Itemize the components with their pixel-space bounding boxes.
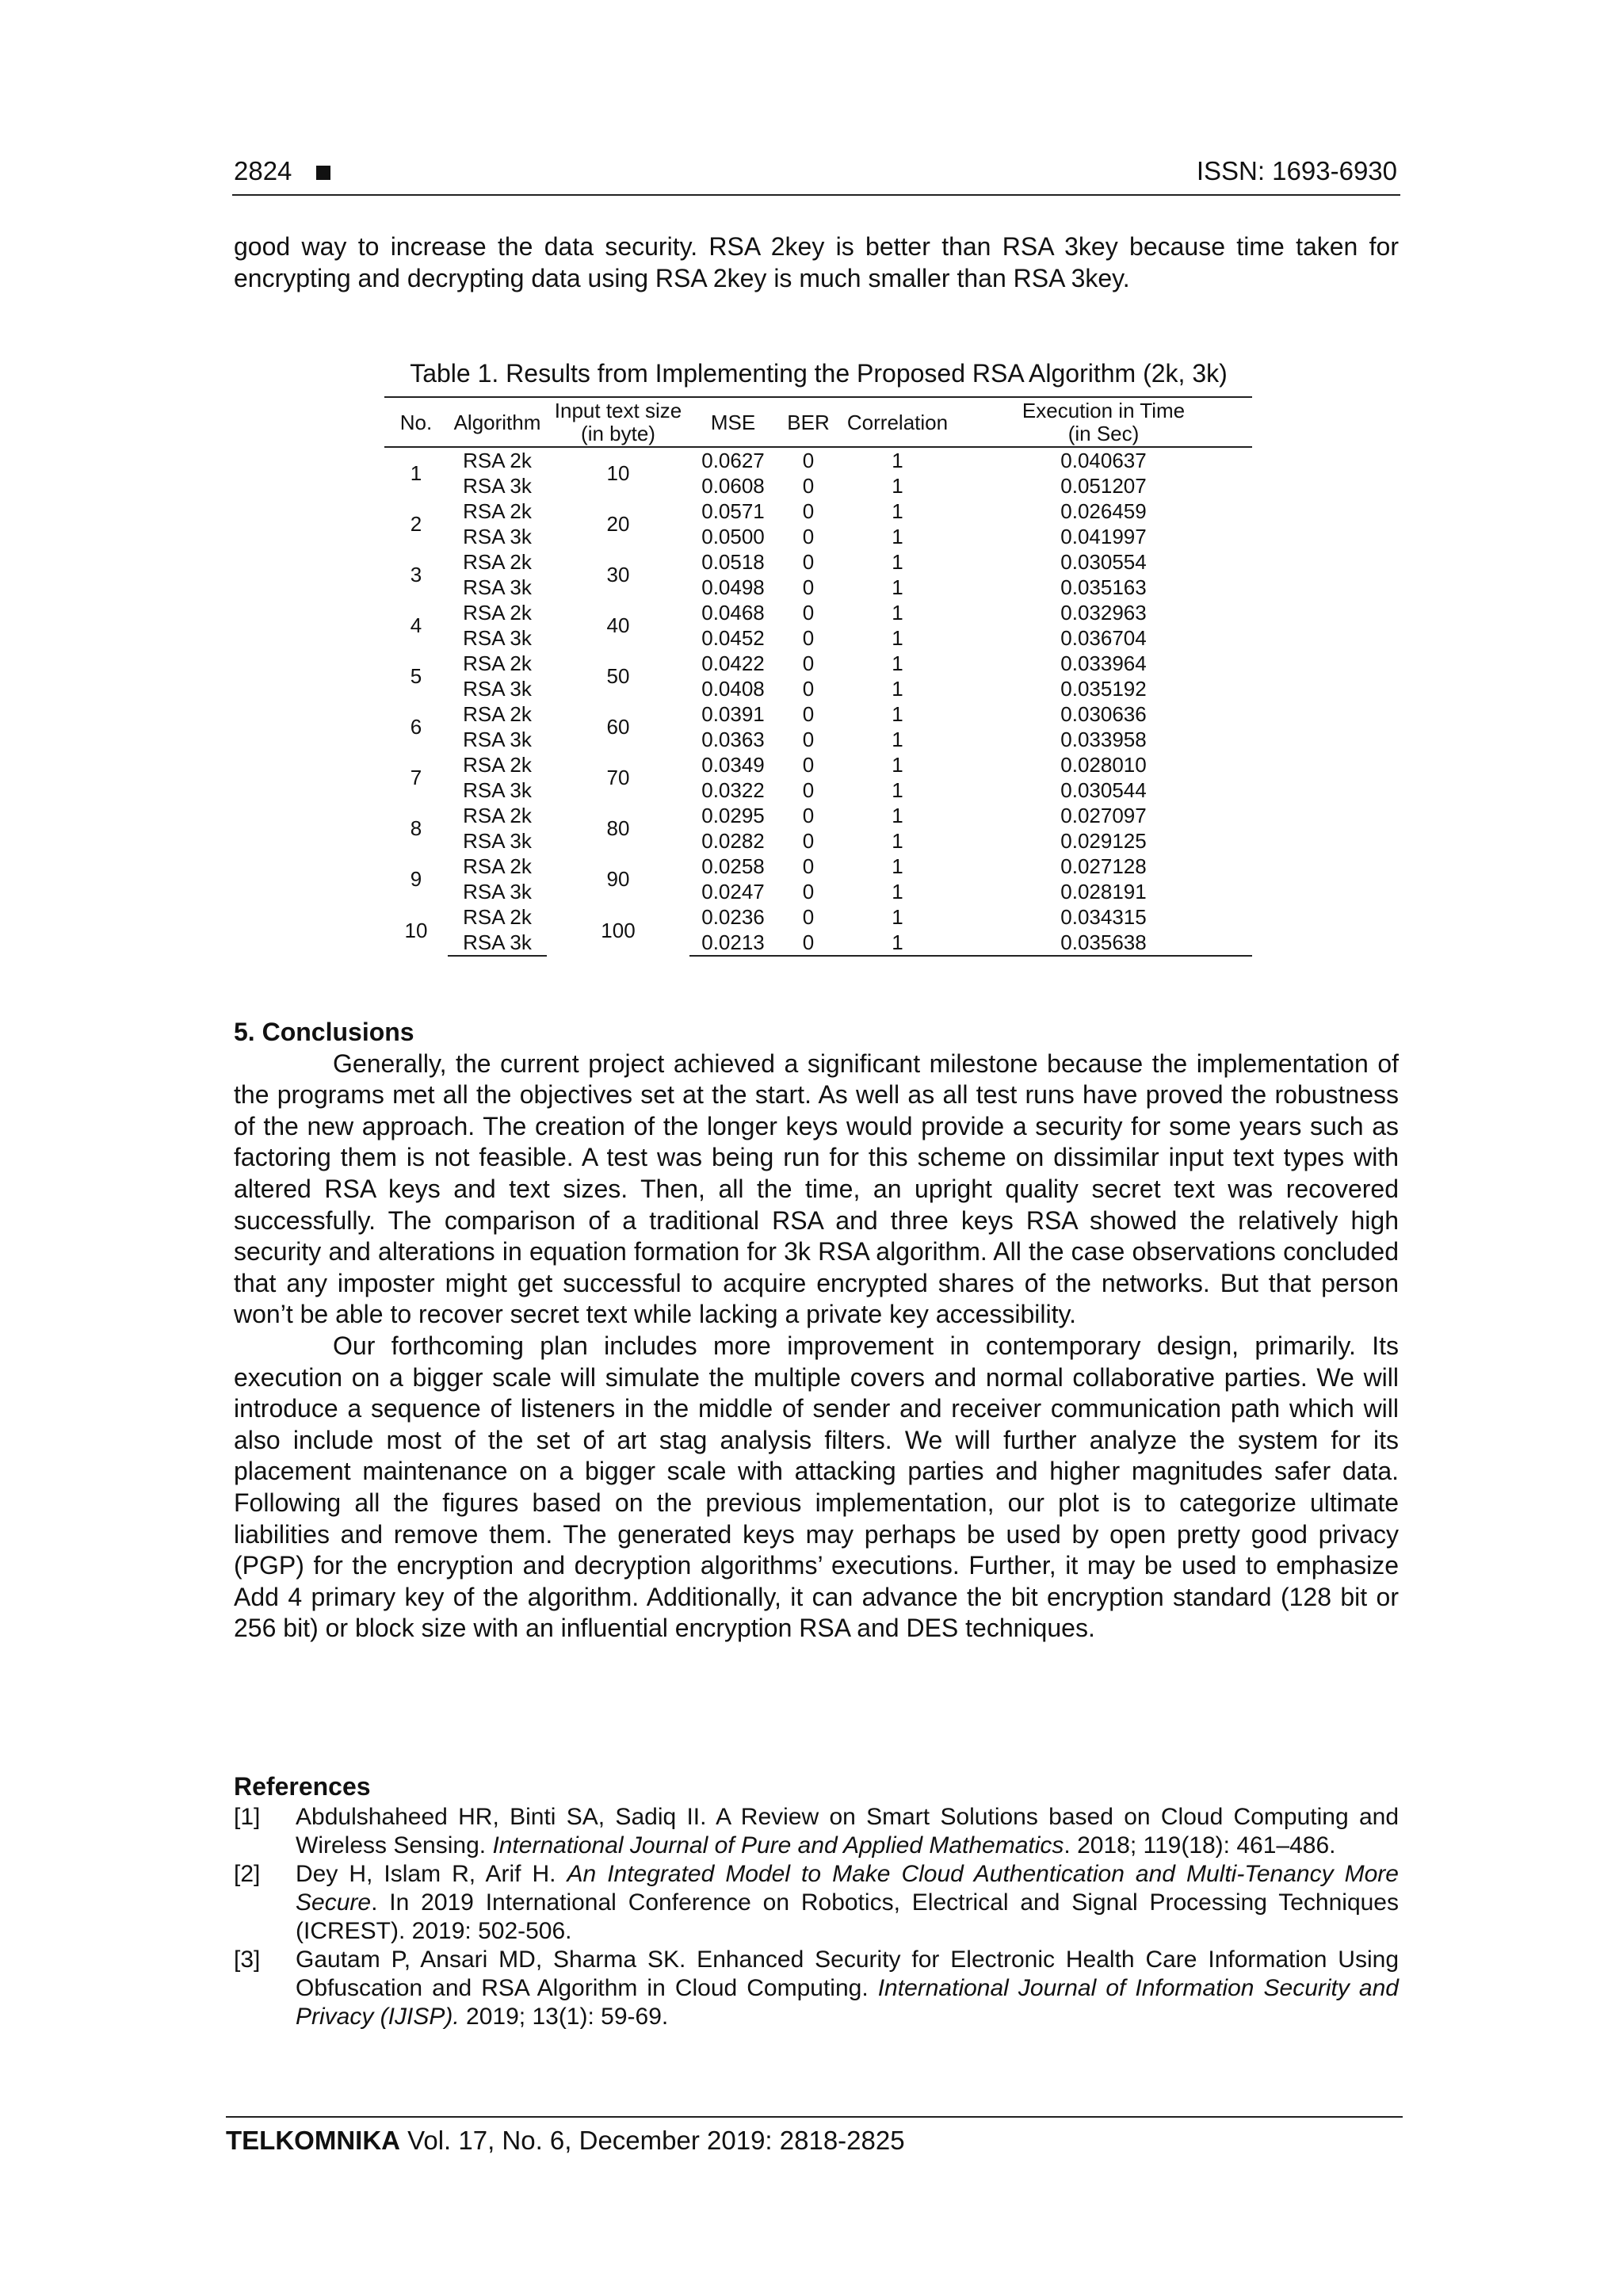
- reference-text: Gautam P, Ansari MD, Sharma SK. Enhanced Security for Electronic Health Care Information Using Obfuscation and RSA Algorithm in Cloud Computing.: [296, 1946, 1399, 2001]
- cell-mse: 0.0468: [701, 601, 765, 625]
- cell-ber: 0: [802, 449, 815, 472]
- cell-ber: 0: [802, 651, 815, 675]
- cell-no: 3: [410, 563, 422, 586]
- cell-correlation: 1: [892, 905, 903, 929]
- cell-input-size: 20: [606, 512, 630, 536]
- cell-no: 5: [410, 664, 422, 688]
- table-row: [384, 727, 1252, 752]
- table-row: [384, 854, 1252, 879]
- table-row: [384, 549, 1252, 575]
- cell-algorithm: RSA 2k: [463, 905, 532, 929]
- cell-input-size: 90: [606, 867, 630, 891]
- reference-item: [234, 1946, 1399, 2031]
- cell-mse: 0.0408: [701, 677, 765, 701]
- cell-algorithm: RSA 3k: [463, 829, 532, 853]
- table-row: [384, 701, 1252, 727]
- cell-mse: 0.0258: [701, 854, 765, 878]
- reference-details: 2019; 13(1): 59-69.: [459, 2004, 669, 2030]
- square-bullet-icon: [316, 166, 330, 180]
- table-row: [384, 499, 1252, 524]
- cell-ber: 0: [802, 550, 815, 574]
- table-row: [384, 473, 1252, 499]
- table-row: [384, 752, 1252, 777]
- cell-algorithm: RSA 3k: [463, 728, 532, 751]
- cell-algorithm: RSA 2k: [463, 449, 532, 472]
- reference-details: . In 2019 International Conference on Robotics, Electrical and Signal Processing Techniques (ICREST). 2019: 502-506.: [296, 1889, 1399, 1944]
- cell-no: 6: [410, 715, 422, 739]
- table-row: [384, 625, 1252, 651]
- cell-algorithm: RSA 2k: [463, 854, 532, 878]
- cell-ber: 0: [802, 575, 815, 599]
- cell-correlation: 1: [892, 651, 903, 675]
- cell-ber: 0: [802, 778, 815, 802]
- cell-mse: 0.0627: [701, 449, 765, 472]
- conclusions-paragraph-1: Generally, the current project achieved a significant milestone because the implementation of the programs met all the objectives set at the start. As well as all test runs have proved the robustness of the new approach. The creation of the longer keys would provide a security for some years such as factoring them is not feasible. A test was being run for this scheme on dissimilar input text types with altered RSA keys and text sizes. Then, all the time, an upright quality secret text was recovered successfully. The comparison of a traditional RSA and three keys RSA showed the relatively high security and alterations in equation formation for 3k RSA algorithm. All the case observations concluded that any imposter might get successful to acquire encrypted shares of the networks. But that person won’t be able to recover secret text while lacking a private key accessibility.: [234, 1049, 1399, 1329]
- cell-mse: 0.0452: [701, 626, 765, 650]
- cell-execution-time: 0.030636: [1060, 702, 1147, 726]
- cell-correlation: 1: [892, 702, 903, 726]
- table-row: [384, 676, 1252, 701]
- header-execution-time: [955, 397, 1252, 447]
- header-input-size: [547, 397, 689, 447]
- cell-no: 4: [410, 613, 422, 637]
- cell-ber: 0: [802, 728, 815, 751]
- cell-algorithm: RSA 3k: [463, 677, 532, 701]
- cell-input-size: 70: [606, 766, 630, 789]
- cell-algorithm: RSA 2k: [463, 550, 532, 574]
- cell-algorithm: RSA 2k: [463, 651, 532, 675]
- cell-ber: 0: [802, 905, 815, 929]
- cell-execution-time: 0.030544: [1060, 778, 1147, 802]
- table-row: [384, 600, 1252, 625]
- reference-number: [2]: [234, 1861, 261, 1887]
- cell-correlation: 1: [892, 728, 903, 751]
- header-execution-line2: (in Sec): [1067, 422, 1140, 445]
- cell-ber: 0: [802, 854, 815, 878]
- intro-paragraph-block: [234, 231, 1399, 294]
- reference-item: [234, 1803, 1399, 1860]
- running-header: [232, 155, 1400, 196]
- cell-mse: 0.0213: [689, 930, 777, 956]
- cell-mse: 0.0363: [701, 728, 765, 751]
- reference-details: . 2018; 119(18): 461–486.: [1064, 1832, 1336, 1859]
- cell-algorithm: RSA 3k: [463, 525, 532, 548]
- cell-ber: 0: [802, 601, 815, 625]
- table-row: [384, 447, 1252, 473]
- page-number: 2824: [234, 156, 292, 185]
- results-table: [384, 396, 1252, 957]
- cell-algorithm: RSA 3k: [463, 880, 532, 904]
- header-algorithm: Algorithm: [448, 397, 547, 447]
- cell-correlation: 1: [892, 804, 903, 827]
- cell-algorithm: RSA 2k: [463, 804, 532, 827]
- cell-execution-time: 0.041997: [1060, 525, 1147, 548]
- cell-execution-time: 0.028010: [1060, 753, 1147, 777]
- cell-correlation: 1: [892, 753, 903, 777]
- header-mse: MSE: [689, 397, 777, 447]
- cell-algorithm: RSA 3k: [463, 575, 532, 599]
- cell-correlation: 1: [892, 778, 903, 802]
- reference-journal: International Journal of Information Security and Privacy (IJISP).: [296, 1975, 1399, 2030]
- cell-correlation: 1: [892, 474, 903, 498]
- cell-execution-time: 0.034315: [1060, 905, 1147, 929]
- issn-label: ISSN: 1693-6930: [1196, 156, 1397, 185]
- footer-issue-details: Vol. 17, No. 6, December 2019: 2818-2825: [407, 2126, 905, 2155]
- cell-ber: 0: [802, 804, 815, 827]
- cell-ber: 0: [802, 474, 815, 498]
- cell-execution-time: 0.028191: [1060, 880, 1147, 904]
- cell-correlation: 1: [892, 677, 903, 701]
- cell-correlation: 1: [840, 930, 955, 956]
- cell-no: 1: [410, 461, 422, 485]
- table-row: [384, 651, 1252, 676]
- cell-execution-time: 0.027128: [1060, 854, 1147, 878]
- conclusions-paragraph-2: Our forthcoming plan includes more improvement in contemporary design, primarily. Its execution on a bigger scale will simulate the multiple covers and normal collaborative parties. We will introduce a sequence of listeners in the middle of sender and receiver communication path which will also include most of the set of art stag analysis filters. We will further analyze the system for its placement maintenance on a bigger scale with attacking parties and higher magnitudes safer data. Following all the figures based on the previous implementation, our plot is to categorize ultimate liabilities and remove them. The generated keys may perhaps be used by open pretty good privacy (PGP) for the encryption and decryption algorithms’ executions. Further, it may be used to emphasize Add 4 primary key of the algorithm. Additionally, it can advance the bit encryption standard (128 bit or 256 bit) or block size with an influential encryption RSA and DES techniques.: [234, 1331, 1399, 1643]
- references-heading: References: [234, 1772, 371, 1801]
- cell-algorithm: RSA 3k: [463, 626, 532, 650]
- cell-algorithm: RSA 2k: [463, 601, 532, 625]
- cell-ber: 0: [802, 499, 815, 523]
- cell-execution-time: 0.035638: [955, 930, 1252, 956]
- cell-execution-time: 0.036704: [1060, 626, 1147, 650]
- cell-input-size: 100: [601, 918, 636, 942]
- cell-correlation: 1: [892, 525, 903, 548]
- table-row: [384, 575, 1252, 600]
- cell-no: 9: [410, 867, 422, 891]
- cell-execution-time: 0.040637: [1060, 449, 1147, 472]
- cell-correlation: 1: [892, 550, 903, 574]
- cell-execution-time: 0.033958: [1060, 728, 1147, 751]
- cell-mse: 0.0349: [701, 753, 765, 777]
- cell-algorithm: RSA 2k: [463, 702, 532, 726]
- cell-no: 10: [404, 918, 428, 942]
- reference-item: [234, 1860, 1399, 1946]
- reference-text: Abdulshaheed HR, Binti SA, Sadiq II. A Review on Smart Solutions based on Cloud Computing and Wireless Sensing.: [296, 1804, 1399, 1859]
- cell-mse: 0.0571: [701, 499, 765, 523]
- cell-input-size: 10: [606, 461, 630, 485]
- cell-algorithm: RSA 2k: [463, 753, 532, 777]
- cell-algorithm: RSA 3k: [463, 778, 532, 802]
- cell-mse: 0.0236: [701, 905, 765, 929]
- cell-correlation: 1: [892, 449, 903, 472]
- table-row: [384, 803, 1252, 828]
- cell-mse: 0.0391: [701, 702, 765, 726]
- table-row: [384, 879, 1252, 904]
- cell-execution-time: 0.026459: [1060, 499, 1147, 523]
- cell-ber: 0: [802, 702, 815, 726]
- cell-no: 2: [410, 512, 422, 536]
- table-row: [384, 524, 1252, 549]
- header-no: No.: [384, 397, 448, 447]
- cell-mse: 0.0282: [701, 829, 765, 853]
- cell-no: 7: [410, 766, 422, 789]
- cell-execution-time: 0.032963: [1060, 601, 1147, 625]
- header-execution-line1: Execution in Time: [1022, 399, 1186, 422]
- reference-number: [3]: [234, 1946, 261, 1973]
- cell-input-size: 60: [606, 715, 630, 739]
- cell-input-size: 80: [606, 816, 630, 840]
- cell-mse: 0.0295: [701, 804, 765, 827]
- cell-mse: 0.0608: [701, 474, 765, 498]
- cell-ber: 0: [802, 626, 815, 650]
- table-header-row: [384, 397, 1252, 447]
- cell-mse: 0.0500: [701, 525, 765, 548]
- reference-text: Dey H, Islam R, Arif H.: [296, 1861, 567, 1887]
- cell-mse: 0.0498: [701, 575, 765, 599]
- cell-ber: 0: [802, 525, 815, 548]
- cell-algorithm: RSA 3k: [463, 474, 532, 498]
- running-footer: [226, 2116, 1403, 2156]
- cell-input-size: 30: [606, 563, 630, 586]
- cell-input-size: 40: [606, 613, 630, 637]
- cell-execution-time: 0.033964: [1060, 651, 1147, 675]
- conclusions-section: [234, 1017, 1399, 1645]
- cell-mse: 0.0247: [701, 880, 765, 904]
- cell-execution-time: 0.051207: [1060, 474, 1147, 498]
- cell-input-size: 50: [606, 664, 630, 688]
- results-table-body: [384, 447, 1252, 956]
- cell-correlation: 1: [892, 499, 903, 523]
- cell-correlation: 1: [892, 854, 903, 878]
- cell-correlation: 1: [892, 880, 903, 904]
- header-input-size-line1: Input text size: [554, 399, 682, 422]
- cell-correlation: 1: [892, 601, 903, 625]
- cell-execution-time: 0.035192: [1060, 677, 1147, 701]
- cell-algorithm: RSA 2k: [463, 499, 532, 523]
- cell-execution-time: 0.030554: [1060, 550, 1147, 574]
- reference-number: [1]: [234, 1804, 261, 1830]
- cell-correlation: 1: [892, 626, 903, 650]
- cell-correlation: 1: [892, 829, 903, 853]
- cell-mse: 0.0322: [701, 778, 765, 802]
- reference-journal: International Journal of Pure and Applied Mathematics: [492, 1832, 1064, 1859]
- cell-mse: 0.0518: [701, 550, 765, 574]
- cell-algorithm: RSA 3k: [448, 930, 547, 956]
- cell-no: 8: [410, 816, 422, 840]
- cell-ber: 0: [802, 829, 815, 853]
- cell-ber: 0: [777, 930, 840, 956]
- table-row: [384, 777, 1252, 803]
- header-correlation: Correlation: [840, 397, 955, 447]
- table-row: [384, 904, 1252, 930]
- table-caption: Table 1. Results from Implementing the Proposed RSA Algorithm (2k, 3k): [410, 359, 1228, 388]
- cell-correlation: 1: [892, 575, 903, 599]
- cell-ber: 0: [802, 880, 815, 904]
- cell-execution-time: 0.035163: [1060, 575, 1147, 599]
- cell-execution-time: 0.029125: [1060, 829, 1147, 853]
- cell-ber: 0: [802, 677, 815, 701]
- table-row: [384, 930, 1252, 956]
- references-section: [234, 1772, 1399, 2031]
- table-row: [384, 828, 1252, 854]
- footer-journal-name: TELKOMNIKA: [226, 2126, 400, 2155]
- cell-ber: 0: [802, 753, 815, 777]
- header-input-size-line2: (in byte): [581, 422, 655, 445]
- reference-title: An Integrated Model to Make Cloud Authentication and Multi-Tenancy More Secure: [296, 1861, 1399, 1916]
- header-ber: BER: [777, 397, 840, 447]
- cell-execution-time: 0.027097: [1060, 804, 1147, 827]
- cell-mse: 0.0422: [701, 651, 765, 675]
- intro-paragraph: good way to increase the data security. RSA 2key is better than RSA 3key because time taken for encrypting and decrypting data using RSA 2key is much smaller than RSA 3key.: [234, 232, 1399, 292]
- conclusions-heading: 5. Conclusions: [234, 1018, 414, 1046]
